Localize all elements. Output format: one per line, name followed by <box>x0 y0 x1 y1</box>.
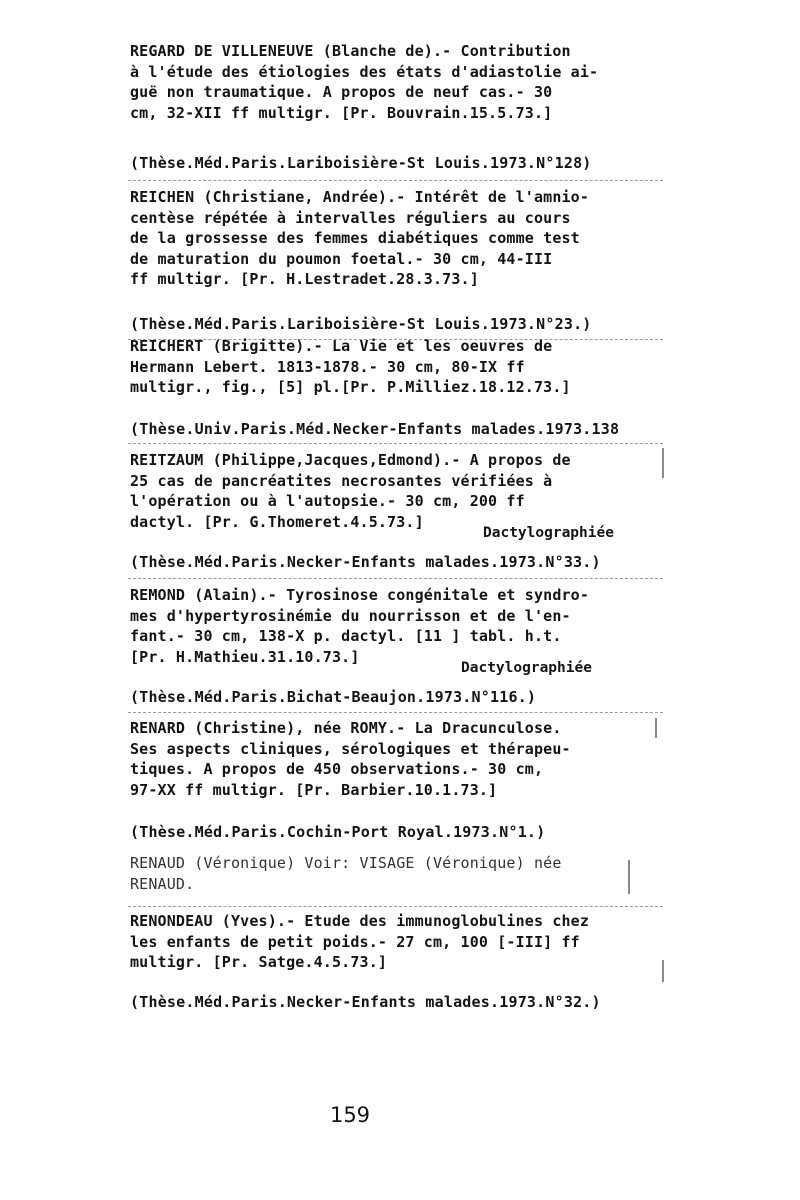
entry-line: de maturation du poumon foetal.- 30 cm, 44-III <box>130 249 553 268</box>
entry-divider <box>128 578 663 579</box>
catalog-entry <box>130 336 690 398</box>
entry-line: fant.- 30 cm, 138-X p. dactyl. [11 ] tabl. h.t. <box>130 627 562 645</box>
entry-line: REGARD DE VILLENEUVE (Blanche de).- Contribution <box>130 42 571 60</box>
entry-divider <box>128 712 663 713</box>
entry-line: cm, 32-XII ff multigr. [Pr. Bouvrain.15.5.73.] <box>130 103 553 122</box>
thesis-reference: (Thèse.Méd.Paris.Cochin-Port Royal.1973.N°1.) <box>130 823 546 841</box>
entry-line: ff multigr. [Pr. H.Lestradet.28.3.73.] <box>130 270 479 288</box>
entry-line: RENAUD (Véronique) Voir: VISAGE (Véronique) née <box>130 854 562 872</box>
entry-line: de la grossesse des femmes diabétiques comme test <box>130 229 580 247</box>
entry-line: 97-XX ff multigr. [Pr. Barbier.10.1.73.] <box>130 780 498 799</box>
thesis-reference: (Thèse.Méd.Paris.Lariboisière-St Louis.1973.N°128) <box>130 154 592 172</box>
entry-line: centèse répétée à intervalles réguliers au cours <box>130 208 571 227</box>
catalog-entry <box>130 718 690 800</box>
typescript-note: Dactylographiée <box>461 660 592 676</box>
catalog-entry <box>130 911 690 973</box>
thesis-reference: (Thèse.Méd.Paris.Bichat-Beaujon.1973.N°116.) <box>130 688 537 706</box>
entry-divider <box>128 180 663 181</box>
entry-line: tiques. A propos de 450 observations.- 30 cm, <box>130 760 544 778</box>
catalog-entry <box>130 450 690 532</box>
catalog-entry <box>130 585 690 667</box>
entry-line: à l'étude des étiologies des états d'adiastolie ai- <box>130 62 599 81</box>
page-number: 159 <box>329 1103 371 1127</box>
entry-line: dactyl. [Pr. G.Thomeret.4.5.73.] <box>130 512 424 531</box>
entry-divider <box>128 443 663 444</box>
entry-line: 25 cas de pancréatites necrosantes vérifiées à <box>130 471 553 490</box>
entry-line: RENONDEAU (Yves).- Etude des immunoglobulines chez <box>130 912 590 930</box>
thesis-reference: (Thèse.Méd.Paris.Necker-Enfants malades.1973.N°32.) <box>130 993 601 1011</box>
entry-line: REICHEN (Christiane, Andrée).- Intérêt de l'amnio- <box>130 188 590 206</box>
thesis-reference: (Thèse.Univ.Paris.Méd.Necker-Enfants malades.1973.138 <box>130 420 620 438</box>
entry-divider <box>128 906 663 907</box>
scan-speck <box>662 448 664 478</box>
entry-line: Ses aspects cliniques, sérologiques et thérapeu- <box>130 739 571 758</box>
entry-line: guë non traumatique. A propos de neuf cas.- 30 <box>130 83 553 101</box>
entry-line: Hermann Lebert. 1813-1878.- 30 cm, 80-IX ff <box>130 357 525 376</box>
entry-line: multigr., fig., [5] pl.[Pr. P.Milliez.18.12.73.] <box>130 378 571 396</box>
entry-line: RENAUD. <box>130 874 195 893</box>
entry-line: [Pr. H.Mathieu.31.10.73.] <box>130 647 360 666</box>
entry-line: REMOND (Alain).- Tyrosinose congénitale et syndro- <box>130 586 590 604</box>
entry-line: les enfants de petit poids.- 27 cm, 100 [-III] ff <box>130 932 580 951</box>
entry-line: l'opération ou à l'autopsie.- 30 cm, 200 ff <box>130 492 525 510</box>
entry-line: REITZAUM (Philippe,Jacques,Edmond).- A propos de <box>130 451 571 469</box>
scan-speck <box>655 718 657 738</box>
typescript-note: Dactylographiée <box>483 525 614 541</box>
entry-line: REICHERT (Brigitte).- La Vie et les oeuvres de <box>130 337 553 355</box>
scan-speck <box>628 860 630 894</box>
thesis-reference: (Thèse.Méd.Paris.Necker-Enfants malades.1973.N°33.) <box>130 553 601 571</box>
entry-line: RENARD (Christine), née ROMY.- La Dracunculose. <box>130 719 562 737</box>
catalog-entry <box>130 187 690 290</box>
scan-speck <box>662 960 664 982</box>
thesis-reference: (Thèse.Méd.Paris.Lariboisière-St Louis.1973.N°23.) <box>130 315 592 333</box>
catalog-entry <box>130 41 690 123</box>
entry-line: mes d'hypertyrosinémie du nourrisson et de l'en- <box>130 606 571 625</box>
entry-line: multigr. [Pr. Satge.4.5.73.] <box>130 953 388 971</box>
cross-reference-entry <box>130 853 690 894</box>
